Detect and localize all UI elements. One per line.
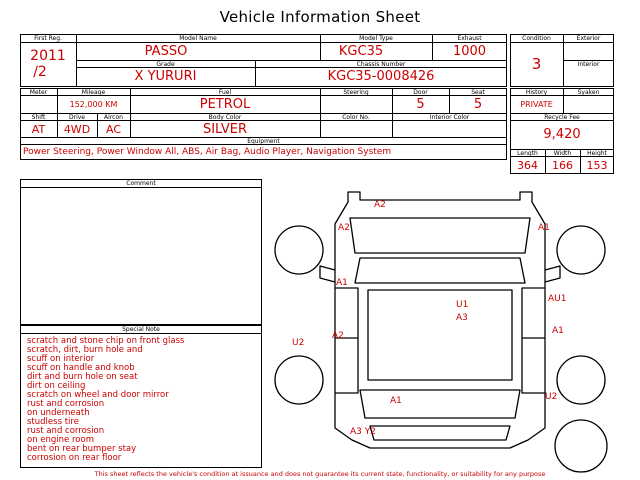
grade-label: Grade: [156, 61, 175, 68]
comment-label: Comment: [126, 180, 156, 187]
special-note-line: scratch, dirt, burn hole and: [27, 345, 143, 355]
special-note-line: dirt on ceiling: [27, 381, 86, 391]
drive-label: Drive: [69, 114, 85, 121]
sheet-title: Vehicle Information Sheet: [219, 8, 421, 26]
special-note-line: rust and corrosion: [27, 426, 105, 436]
special-note-line: corrosion on rear floor: [27, 453, 122, 463]
height-label: Height: [587, 150, 607, 157]
damage-label: A3: [456, 313, 468, 323]
first-reg-year: 2011: [30, 48, 66, 64]
first-reg-month: /2: [33, 64, 47, 80]
steering-label: Steering: [343, 89, 369, 96]
history-value: PRIVATE: [520, 100, 553, 109]
special-note-line: bent on rear bumper stay: [27, 444, 137, 454]
shift-value: AT: [31, 123, 46, 136]
recycle-fee-value: 9,420: [543, 127, 581, 142]
car-outline: [335, 192, 545, 448]
damage-label: A3 Y2: [350, 427, 376, 437]
special-note-line: studless tire: [27, 417, 79, 427]
exhaust-label: Exhaust: [457, 35, 482, 42]
special-note-line: on underneath: [27, 408, 90, 418]
aircon-label: Aircon: [104, 114, 123, 121]
model-type-label: Model Type: [359, 35, 393, 42]
interior-label: Interior: [577, 61, 600, 68]
damage-label: U2: [545, 392, 558, 402]
damage-label: A2: [338, 223, 350, 233]
damage-label: A2: [374, 200, 386, 210]
condition-label: Condition: [522, 35, 551, 42]
damage-label: A1: [552, 326, 564, 336]
model-type-value: KGC35: [338, 44, 384, 59]
model-name-label: Model Name: [179, 35, 217, 42]
shift-label: Shift: [31, 114, 46, 121]
condition-value: 3: [531, 55, 542, 73]
history-label: History: [525, 89, 548, 96]
body-color-value: SILVER: [202, 122, 248, 137]
width-value: 166: [552, 159, 573, 172]
interior-color-label: Interior Color: [429, 114, 470, 121]
damage-label: U2: [292, 338, 305, 348]
special-note-line: on engine room: [27, 435, 94, 445]
seat-value: 5: [473, 97, 483, 112]
special-note-line: scratch on wheel and door mirror: [27, 390, 169, 400]
damage-label: A2: [332, 331, 344, 341]
damage-marks: [292, 200, 566, 437]
disclaimer: This sheet reflects the vehicle's condition at issuance and does not guarantee its current state, functionality, or suitability for any purpose: [94, 470, 546, 478]
aircon-value: AC: [105, 123, 121, 136]
door-label: Door: [413, 89, 428, 96]
damage-label: A1: [390, 396, 402, 406]
equipment-value: Power Steering, Power Window All, ABS, Air Bag, Audio Player, Navigation System: [23, 147, 392, 157]
front-right-wheel: [557, 226, 605, 274]
special-note-line: scratch and stone chip on front glass: [27, 336, 185, 346]
special-note-line: scuff on interior: [27, 354, 95, 364]
special-note-line: rust and corrosion: [27, 399, 105, 409]
width-label: Width: [553, 150, 572, 157]
meter-label: Meter: [29, 89, 48, 96]
damage-label: AU1: [548, 294, 567, 304]
damage-label: A1: [538, 223, 550, 233]
special-note-line: dirt and burn hole on seat: [27, 372, 138, 382]
seat-label: Seat: [471, 89, 485, 96]
rear-right-wheel: [557, 356, 605, 404]
mileage-value: 152,000 KM: [69, 100, 118, 109]
fuel-value: PETROL: [199, 97, 251, 112]
length-label: Length: [517, 150, 538, 157]
car-damage-diagram: [270, 178, 620, 473]
fuel-label: Fuel: [218, 89, 232, 96]
special-note-label: Special Note: [122, 326, 160, 333]
body-color-label: Body Color: [208, 114, 242, 121]
damage-label: A1: [336, 278, 348, 288]
damage-label: U1: [456, 300, 469, 310]
exhaust-value: 1000: [452, 44, 487, 59]
comment-box: [20, 179, 262, 325]
special-note-line: scuff on handle and knob: [27, 363, 135, 373]
mileage-label: Mileage: [81, 89, 106, 96]
drive-value: 4WD: [63, 123, 91, 136]
length-value: 364: [517, 159, 538, 172]
first-reg-label: First Reg.: [34, 35, 62, 42]
front-left-wheel: [275, 226, 323, 274]
grade-value: X YURURI: [134, 69, 197, 84]
recycle-fee-label: Recycle Fee: [544, 114, 580, 121]
door-value: 5: [416, 97, 425, 112]
syaken-label: Syaken: [577, 89, 600, 96]
rear-left-wheel: [275, 356, 323, 404]
spare-tire: [555, 420, 607, 472]
chassis-value: KGC35-0008426: [327, 69, 435, 84]
color-no-label: Color No.: [342, 114, 370, 121]
exterior-label: Exterior: [576, 35, 601, 42]
model-name-value: PASSO: [144, 44, 188, 59]
height-value: 153: [586, 159, 608, 172]
equipment-label: Equipment: [247, 138, 280, 145]
chassis-label: Chassis Number: [356, 61, 406, 68]
